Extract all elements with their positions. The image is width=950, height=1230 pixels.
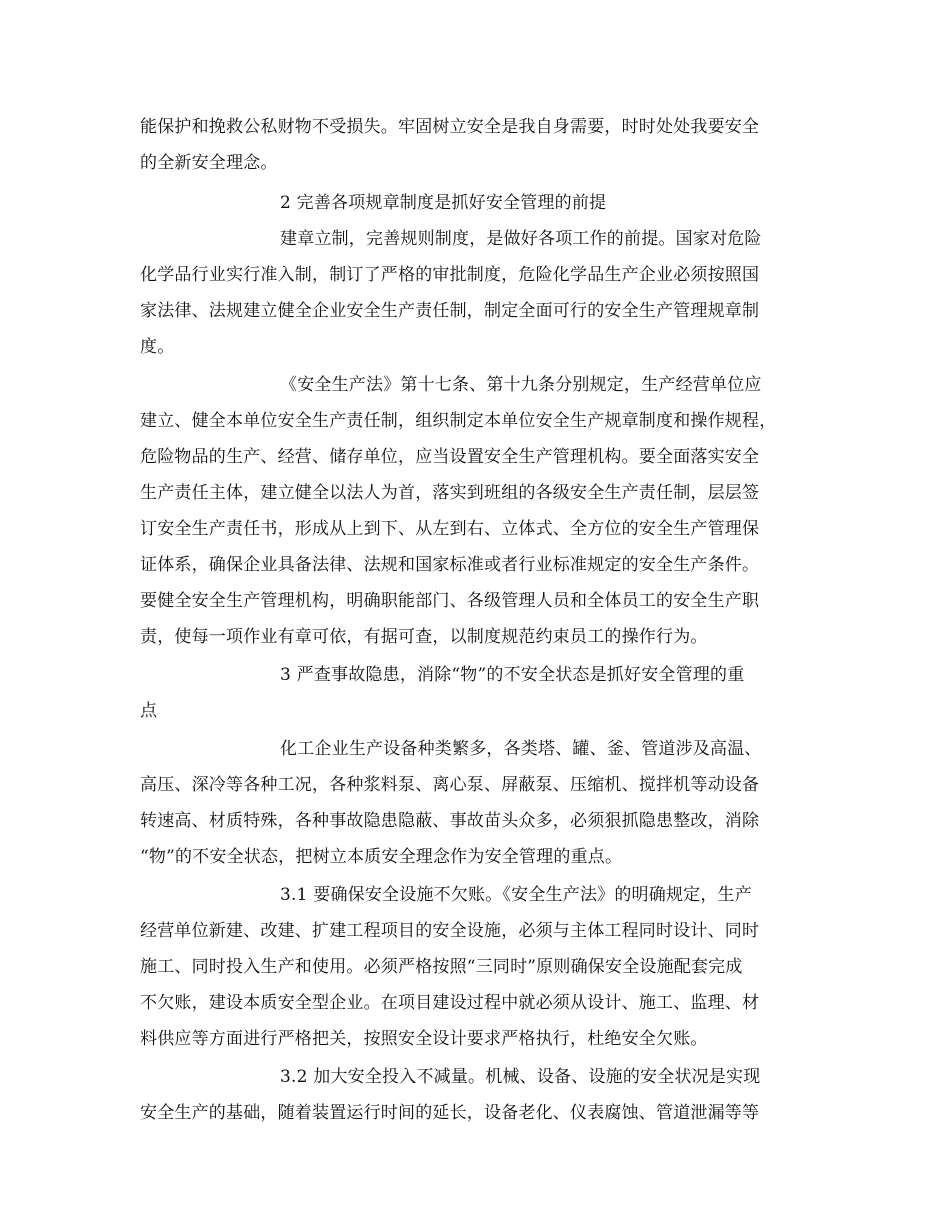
body-text-line: 不欠账，建设本质安全型企业。在项目建设过程中就必须从设计、施工、监理、材 xyxy=(140,993,760,1013)
paragraph-first-line: 《安全生产法》第十七条、第十九条分别规定，生产经营单位应 xyxy=(280,375,762,395)
body-text-line: 建立、健全本单位安全生产责任制，组织制定本单位安全生产规章制度和操作规程， xyxy=(140,411,777,431)
body-text-line: 经营单位新建、改建、扩建工程项目的安全设施，必须与主体工程同时设计、同时 xyxy=(140,921,760,941)
body-text-line: 转速高、材质特殊，各种事故隐患隐蔽、事故苗头众多，必须狠抓隐患整改，消除 xyxy=(140,811,760,831)
body-text-line: 家法律、法规建立健全企业安全生产责任制，制定全面可行的安全生产管理规章制 xyxy=(140,301,760,321)
body-text-line: 危险物品的生产、经营、储存单位，应当设置安全生产管理机构。要全面落实安全 xyxy=(140,447,760,467)
section-heading-2: 2 完善各项规章制度是抓好安全管理的前提 xyxy=(280,193,607,213)
body-text-line: 要健全安全生产管理机构，明确职能部门、各级管理人员和全体员工的安全生产职 xyxy=(140,591,760,611)
section-heading-3: 3 严查事故隐患，消除“物”的不安全状态是抓好安全管理的重 xyxy=(280,665,745,685)
body-text-line: 责，使每一项作业有章可依，有据可查，以制度规范约束员工的操作行为。 xyxy=(140,627,708,647)
body-text-line: 的全新安全理念。 xyxy=(140,153,278,173)
body-text-line: 高压、深冷等各种工况，各种浆料泵、离心泵、屏蔽泵、压缩机、搅拌机等动设备 xyxy=(140,775,760,795)
subsection-3-1: 3.1 要确保安全设施不欠账。《安全生产法》的明确规定，生产 xyxy=(280,885,752,905)
body-text-line: 能保护和挽救公私财物不受损失。牢固树立安全是我自身需要，时时处处我要安全 xyxy=(140,117,760,137)
paragraph-first-line: 建章立制，完善规则制度，是做好各项工作的前提。国家对危险 xyxy=(280,229,762,249)
body-text-line: 化学品行业实行准入制，制订了严格的审批制度，危险化学品生产企业必须按照国 xyxy=(140,265,760,285)
body-text-line: “物”的不安全状态，把树立本质安全理念作为安全管理的重点。 xyxy=(140,847,623,867)
body-text-line: 度。 xyxy=(140,337,175,357)
body-text-line: 生产责任主体，建立健全以法人为首，落实到班组的各级安全生产责任制，层层签 xyxy=(140,483,760,503)
body-text-line: 安全生产的基础，随着装置运行时间的延长，设备老化、仪表腐蚀、管道泄漏等等 xyxy=(140,1103,760,1123)
body-text-line: 证体系，确保企业具备法律、法规和国家标准或者行业标准规定的安全生产条件。 xyxy=(140,555,760,575)
body-text-line: 料供应等方面进行严格把关，按照安全设计要求严格执行，杜绝安全欠账。 xyxy=(140,1029,708,1049)
paragraph-first-line: 化工企业生产设备种类繁多，各类塔、罐、釜、管道涉及高温、 xyxy=(280,739,762,759)
body-text-line: 点 xyxy=(140,701,158,721)
body-text-line: 施工、同时投入生产和使用。必须严格按照“三同时”原则确保安全设施配套完成 xyxy=(140,957,743,977)
body-text-line: 订安全生产责任书，形成从上到下、从左到右、立体式、全方位的安全生产管理保 xyxy=(140,519,760,539)
subsection-3-2: 3.2 加大安全投入不减量。机械、设备、设施的安全状况是实现 xyxy=(280,1067,761,1087)
